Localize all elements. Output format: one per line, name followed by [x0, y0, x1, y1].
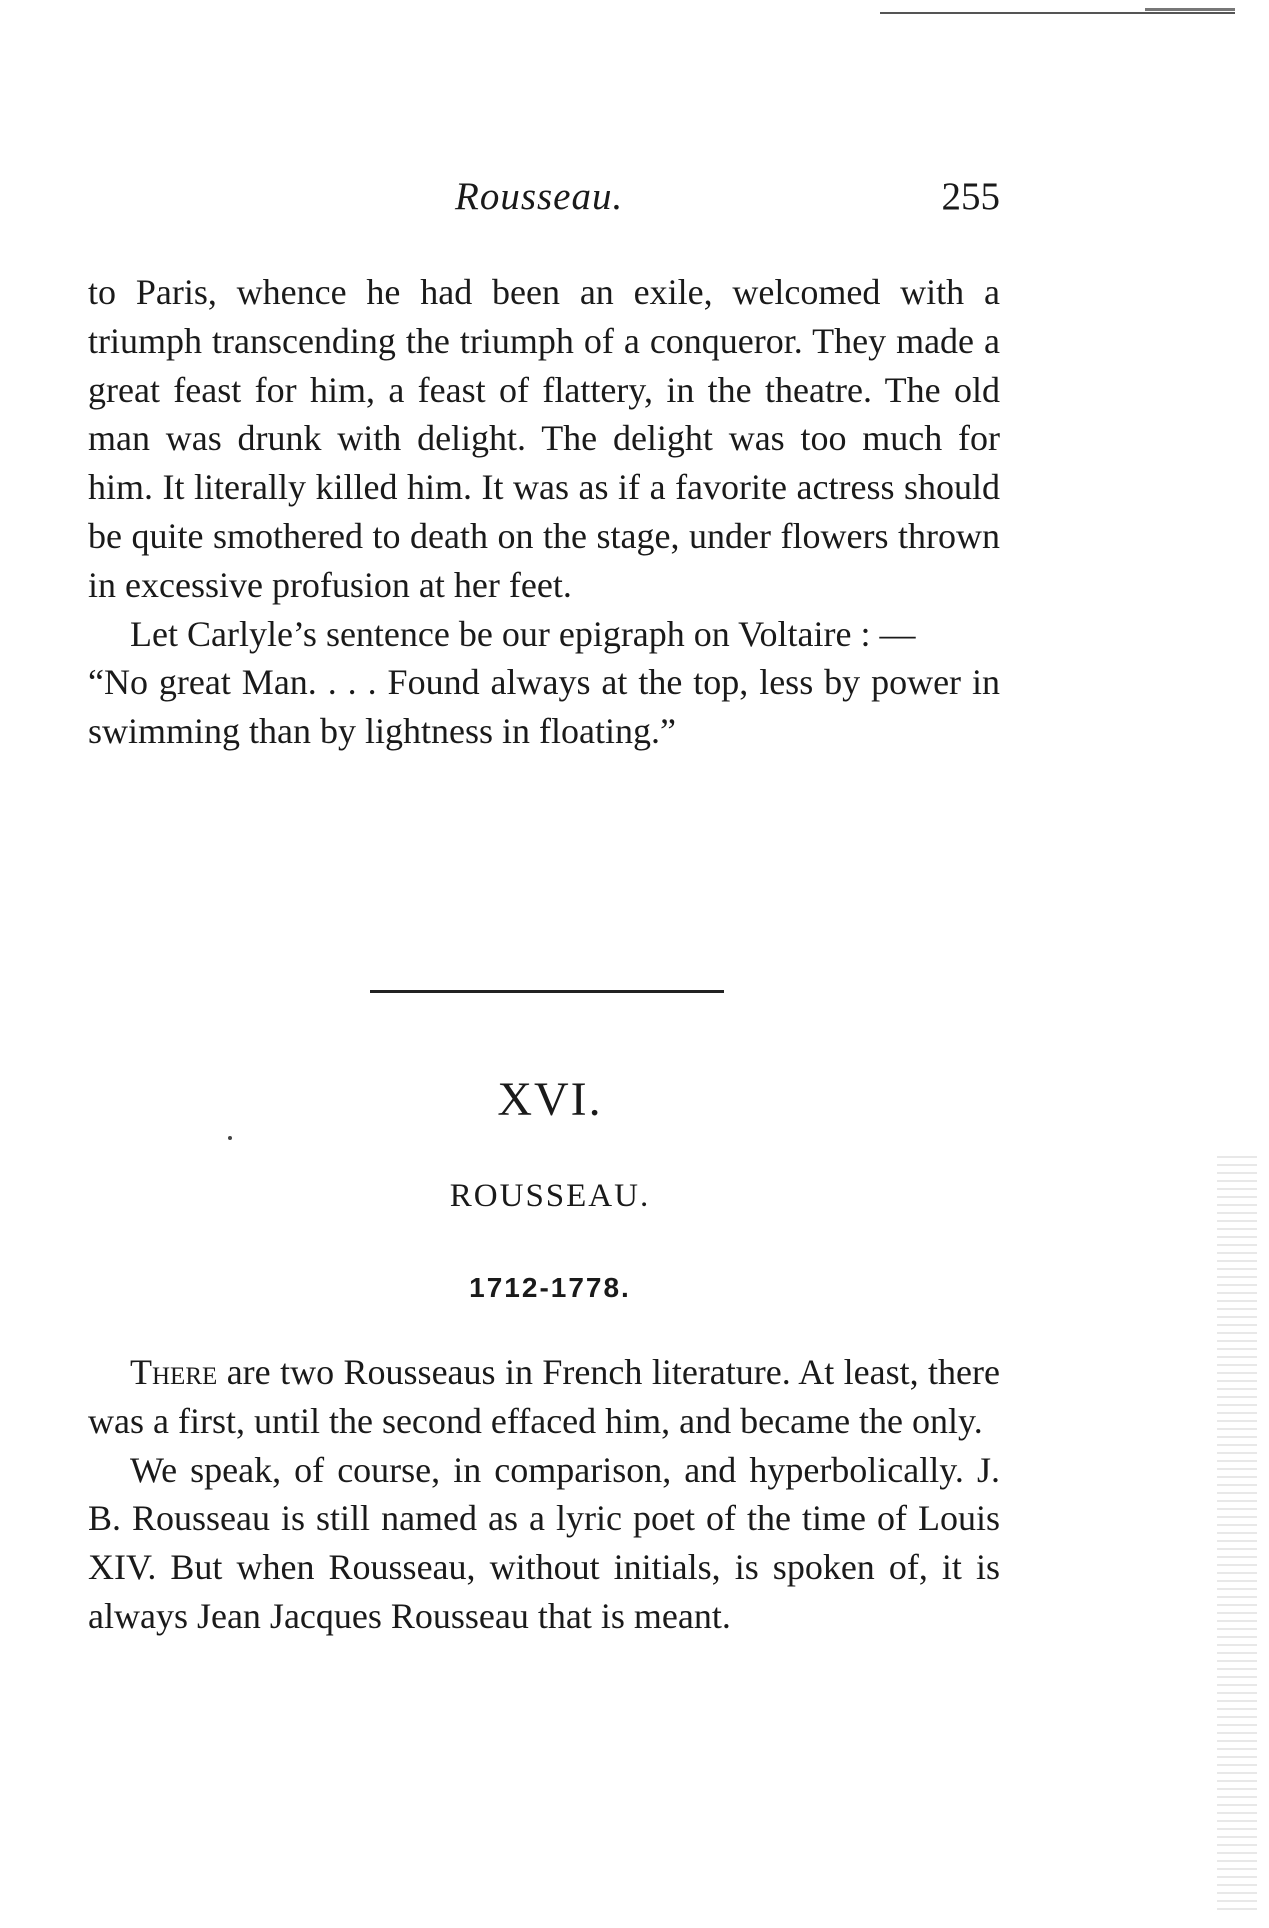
- running-head: [90, 174, 1000, 224]
- body-text: [88, 268, 1000, 756]
- paragraph: Let Carlyle’s sentence be our epigraph on Voltaire : —: [130, 613, 916, 654]
- paragraph: [88, 1348, 1000, 1446]
- running-title: Rousseau.: [455, 175, 624, 218]
- paragraph: We speak, of course, in comparison, and hyperbolically. J. B. Rousseau is still named as a lyric poet of the time of Louis XIV. But when Rousseau, without initials, is spoken of, it is always Jean Jacques Rousseau that is meant.: [88, 1449, 1000, 1636]
- chapter-dates: 1712-1778.: [469, 1272, 631, 1303]
- paragraph: to Paris, whence he had been an exile, welcomed with a triumph transcending the triumph of a conqueror. They made a great feast for him, a feast of flattery, in the theatre. The old man was drunk with delight. The delight was too much for him. It literally killed him. It was as if a favorite actress should be quite smothered to death on the stage, under flowers thrown in excessive profusion at her feet.: [88, 272, 1000, 605]
- chapter-text: [88, 1348, 1000, 1641]
- scan-edge-rule: [880, 12, 1235, 14]
- chapter-title: ROUSSEAU.: [449, 1178, 651, 1214]
- stray-mark: [228, 1136, 232, 1140]
- paragraph-rest: are two Rousseaus in French literature. At least, there was a first, until the second effaced him, and became the only.: [88, 1352, 1000, 1441]
- page-number: 255: [941, 175, 1000, 218]
- scan-edge-mark: [1145, 8, 1235, 11]
- section-divider: [370, 990, 724, 993]
- chapter-number: XVI.: [497, 1073, 603, 1126]
- page-edge-artifacts: [1217, 1150, 1257, 1910]
- block-quote: “No great Man. . . . Found always at the top, less by power in swimming than by lightness in floating.”: [88, 662, 1000, 752]
- opening-word: There: [130, 1352, 218, 1392]
